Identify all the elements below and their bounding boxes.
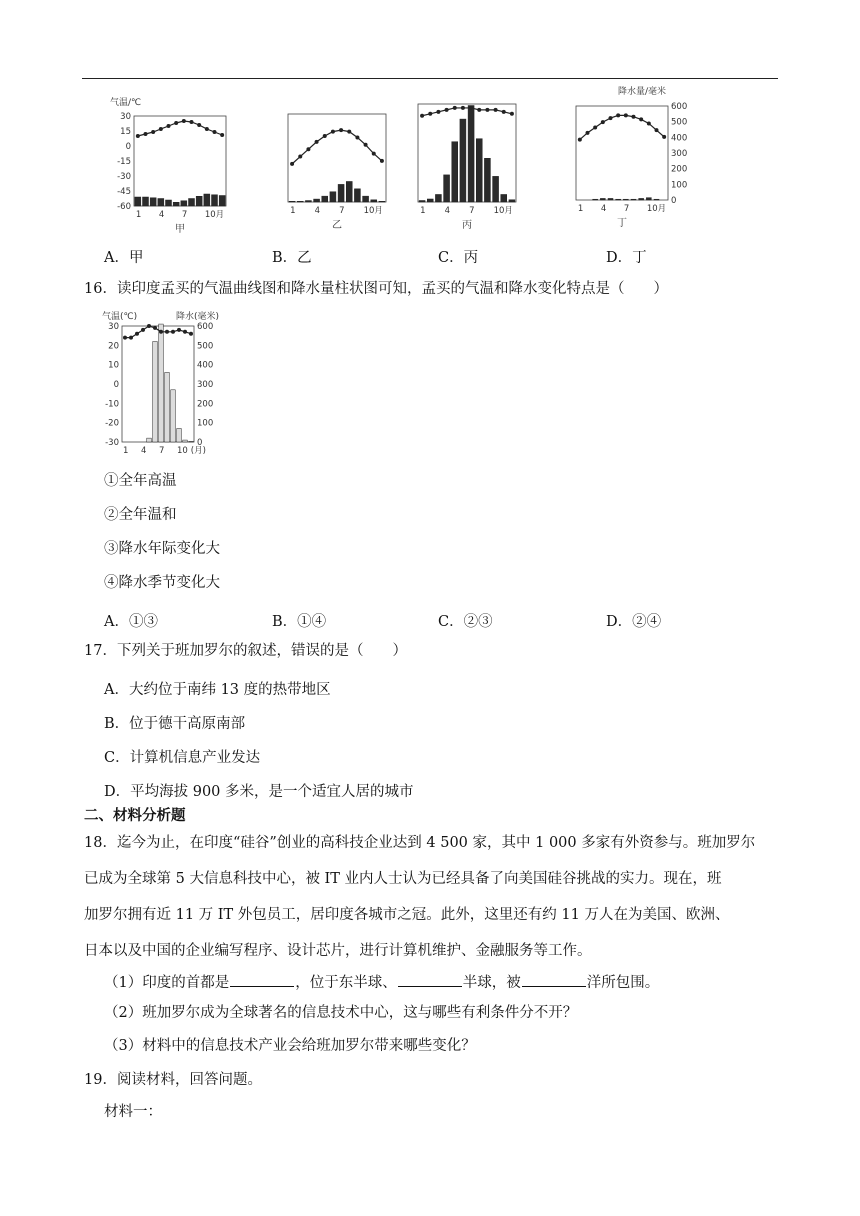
precip-bar — [305, 201, 311, 202]
q18-sub1-part3: 半球，被 — [462, 975, 521, 991]
q15-option-c[interactable]: C．丙 — [438, 250, 479, 266]
temp-tick-label: 0 — [125, 142, 131, 152]
precip-tick-label: 500 — [197, 341, 214, 352]
x-tick-label: 10月 — [363, 206, 383, 216]
temp-tick-label: -30 — [117, 172, 131, 182]
answer-blank-hemisphere[interactable] — [398, 974, 462, 987]
precip-bar — [204, 194, 210, 206]
x-tick-label: 7 — [181, 210, 188, 220]
chart-caption: 丙 — [462, 220, 472, 231]
x-tick-label: 4 — [444, 206, 451, 216]
temperature-point — [632, 115, 636, 119]
temperature-point — [189, 332, 193, 336]
precip-bar — [165, 372, 170, 442]
q18-line-1: 18．迄今为止，在印度“硅谷”创业的高科技企业达到 4 500 家，其中 1 000 多家有外资参与。班加罗尔 — [84, 835, 756, 851]
plot-frame — [576, 106, 668, 200]
x-tick-label: 4 — [141, 446, 147, 456]
temperature-point — [177, 328, 181, 332]
precip-bar — [183, 440, 188, 442]
temperature-point — [290, 162, 294, 166]
precip-bar — [330, 192, 336, 202]
chart-caption: 丁 — [617, 218, 627, 229]
climate-chart-jia — [100, 92, 240, 238]
precip-bar — [177, 428, 182, 442]
precip-bar — [147, 438, 152, 442]
temp-tick-label: 0 — [113, 380, 119, 390]
precip-bar — [419, 200, 425, 202]
precip-bar — [219, 196, 225, 207]
temp-tick-label: -60 — [117, 202, 131, 212]
temperature-point — [494, 108, 498, 112]
plot-frame — [134, 116, 226, 206]
temperature-point — [153, 326, 157, 330]
q16-option-c[interactable]: C．②③ — [438, 614, 493, 630]
temperature-point — [182, 119, 186, 123]
x-tick-label: 7 — [159, 446, 165, 456]
precip-bar — [460, 119, 466, 202]
temperature-curve — [125, 326, 191, 338]
temperature-point — [190, 120, 194, 124]
temperature-point — [147, 324, 151, 328]
plot-frame — [418, 104, 516, 202]
precip-bar — [363, 196, 369, 202]
temperature-curve — [422, 108, 512, 116]
precip-bar — [171, 390, 176, 442]
temperature-point — [141, 328, 145, 332]
precip-bar — [476, 139, 482, 202]
q19-material-1: 材料一： — [104, 1104, 162, 1120]
q17-option-a[interactable]: A．大约位于南纬 13 度的热带地区 — [104, 682, 331, 698]
temperature-point — [135, 332, 139, 336]
x-tick-label: 4 — [314, 206, 321, 216]
answer-blank-capital[interactable] — [230, 974, 294, 987]
precip-bar — [322, 196, 328, 202]
precip-bar — [289, 201, 295, 202]
x-tick-label: 7 — [339, 206, 345, 216]
chart-caption: 乙 — [332, 220, 342, 231]
x-tick-label: 1 — [135, 210, 142, 220]
temperature-point — [445, 108, 449, 112]
precip-bar — [608, 198, 613, 200]
precip-bar — [484, 158, 490, 202]
precip-bar — [143, 197, 149, 206]
temperature-curve — [292, 130, 382, 164]
q16-statement-4: ④降水季节变化大 — [104, 575, 220, 591]
temperature-point — [355, 135, 359, 139]
precip-bar — [150, 198, 156, 206]
q16-option-a[interactable]: A．①③ — [104, 614, 158, 630]
temp-tick-label: -30 — [105, 438, 119, 448]
plot-frame — [122, 326, 194, 442]
temperature-point — [601, 120, 605, 124]
temp-tick-label: 30 — [108, 322, 119, 332]
temperature-point — [165, 330, 169, 334]
q15-option-b[interactable]: B．乙 — [272, 250, 312, 266]
temp-tick-label: -10 — [105, 399, 119, 410]
temperature-point — [171, 330, 175, 334]
temperature-point — [159, 330, 163, 334]
x-tick-label: 7 — [623, 204, 630, 214]
temperature-point — [502, 110, 506, 114]
precip-bar — [346, 181, 352, 202]
temperature-point — [159, 127, 163, 131]
temperature-point — [453, 106, 457, 110]
temperature-point — [183, 330, 187, 334]
plot-frame — [288, 114, 386, 202]
temperature-point — [331, 130, 335, 134]
temp-tick-label: 10 — [108, 360, 119, 371]
temp-axis-label: 气温(℃) — [102, 312, 138, 322]
temperature-point — [339, 128, 343, 132]
x-tick-label: 10月 — [493, 206, 513, 216]
q18-line-3: 加罗尔拥有近 11 万 IT 外包员工，居印度各城市之冠。此外，这里还有约 11 万人在为美国、欧洲、 — [84, 907, 730, 923]
precip-axis-label: 降水(毫米) — [176, 312, 220, 322]
q15-option-d[interactable]: D．丁 — [606, 250, 647, 266]
climate-chart-ding — [572, 84, 700, 240]
precip-tick-label: 500 — [671, 117, 688, 128]
precip-bar — [452, 142, 458, 202]
precip-axis-label: 降水量/毫米 — [618, 87, 667, 97]
temperature-point — [213, 130, 217, 134]
precip-bar — [297, 201, 303, 202]
temperature-point — [220, 133, 224, 137]
q17-stem: 17．下列关于班加罗尔的叙述，错误的是（ ） — [84, 643, 407, 659]
climate-chart-bing — [412, 100, 522, 240]
q17-option-b[interactable]: B．位于德干高原南部 — [104, 716, 246, 732]
temp-tick-label: 30 — [120, 112, 131, 122]
x-tick-label: 10月 — [646, 204, 667, 214]
temperature-point — [616, 113, 620, 117]
temperature-point — [647, 121, 651, 125]
q16-option-d[interactable]: D．②④ — [606, 614, 662, 630]
temperature-point — [380, 159, 384, 163]
temperature-point — [586, 131, 590, 135]
x-tick-label: 4 — [158, 210, 165, 220]
precip-bar — [509, 200, 515, 202]
precip-bar — [173, 202, 179, 206]
answer-blank-ocean[interactable] — [522, 974, 586, 987]
temp-tick-label: 15 — [120, 127, 131, 137]
section-title: 二、材料分析题 — [84, 807, 186, 824]
q18-sub1-part4: 洋所包围。 — [586, 975, 660, 991]
precip-tick-label: 300 — [197, 380, 214, 390]
q16-statement-1: ①全年高温 — [104, 473, 177, 489]
temperature-curve — [138, 121, 222, 136]
q18-sub1-part2: ，位于东半球、 — [295, 975, 397, 991]
precip-bar — [212, 195, 218, 206]
precip-tick-label: 200 — [197, 399, 214, 410]
x-tick-label: 10月 — [204, 210, 225, 220]
temperature-point — [593, 125, 597, 129]
precip-bar — [379, 201, 385, 202]
temperature-point — [167, 124, 171, 128]
q16-statement-3: ③降水年际变化大 — [104, 541, 220, 557]
temperature-point — [174, 121, 178, 125]
precip-tick-label: 600 — [197, 322, 214, 332]
temperature-point — [485, 108, 489, 112]
header-rule — [82, 78, 778, 79]
precip-bar — [189, 441, 194, 442]
x-tick-label: 1 — [577, 204, 584, 214]
precip-bar — [181, 201, 187, 206]
precip-bar — [314, 199, 320, 202]
precip-bar — [159, 324, 164, 442]
temperature-point — [306, 147, 310, 151]
temp-tick-label: -20 — [105, 418, 119, 429]
q16-statement-2: ②全年温和 — [104, 507, 177, 523]
temperature-curve — [580, 115, 664, 139]
chart-caption: 甲 — [175, 224, 185, 235]
precip-bar — [616, 199, 621, 200]
temperature-point — [151, 130, 155, 134]
q16-option-b[interactable]: B．①④ — [272, 614, 327, 630]
precip-bar — [593, 199, 598, 200]
x-tick-label: 4 — [600, 204, 607, 214]
temperature-point — [609, 116, 613, 120]
q18-sub3: （3）材料中的信息技术产业会给班加罗尔带来哪些变化？ — [104, 1038, 476, 1054]
temperature-point — [662, 135, 666, 139]
temperature-point — [420, 114, 424, 118]
temp-axis-label: 气温/℃ — [110, 98, 142, 108]
precip-bar — [468, 106, 474, 202]
precip-bar — [189, 199, 195, 207]
precip-bar — [493, 176, 499, 202]
temperature-point — [298, 155, 302, 159]
temperature-point — [123, 336, 127, 340]
x-tick-label: 7 — [469, 206, 475, 216]
temperature-point — [469, 106, 473, 110]
temperature-point — [639, 117, 643, 121]
temperature-point — [323, 134, 327, 138]
q18-sub1 — [104, 974, 659, 991]
x-tick-label: 1 — [420, 206, 426, 216]
precip-bar — [646, 198, 651, 200]
precip-bar — [135, 197, 141, 206]
q18-line-4: 日本以及中国的企业编写程序、设计芯片，进行计算机维护、金融服务等工作。 — [84, 943, 592, 959]
temperature-point — [315, 140, 319, 144]
temperature-point — [655, 128, 659, 132]
temp-tick-label: -15 — [117, 157, 131, 167]
q18-line-2: 已成为全球第 5 大信息科技中心，被 IT 业内人士认为已经具备了向美国硅谷挑战的实力。现在，班 — [84, 871, 722, 887]
temperature-point — [347, 130, 351, 134]
temperature-point — [129, 336, 133, 340]
precip-bar — [623, 199, 628, 200]
mumbai-climate-chart — [98, 308, 238, 458]
x-tick-label: 1 — [123, 446, 129, 456]
precip-tick-label: 200 — [671, 164, 688, 175]
precip-bar — [639, 198, 644, 200]
temperature-point — [624, 113, 628, 117]
temperature-point — [205, 127, 209, 131]
precip-bar — [338, 184, 344, 202]
temperature-point — [197, 123, 201, 127]
precip-tick-label: 600 — [671, 102, 688, 112]
temp-tick-label: 20 — [108, 341, 119, 352]
precip-bar — [166, 200, 172, 206]
temperature-point — [364, 143, 368, 147]
x-tick-label: (月) — [190, 446, 206, 456]
precip-tick-label: 100 — [197, 418, 214, 429]
temperature-point — [428, 112, 432, 116]
precip-bar — [371, 200, 377, 202]
x-tick-label: 1 — [290, 206, 296, 216]
temperature-point — [436, 110, 440, 114]
q16-stem: 16．读印度孟买的气温曲线图和降水量柱状图可知，孟买的气温和降水变化特点是（ ） — [84, 281, 668, 297]
q18-sub2: （2）班加罗尔成为全球著名的信息技术中心，这与哪些有利条件分不开？ — [104, 1005, 578, 1021]
precip-bar — [501, 194, 507, 202]
temperature-point — [477, 108, 481, 112]
q19-stem: 19．阅读材料，回答问题。 — [84, 1072, 262, 1088]
q17-option-d[interactable]: D．平均海拔 900 多米，是一个适宜人居的城市 — [104, 784, 414, 800]
precip-tick-label: 300 — [671, 149, 688, 159]
precip-bar — [427, 199, 433, 202]
precip-bar — [654, 199, 659, 200]
precip-bar — [444, 175, 450, 202]
climate-chart-yi — [282, 100, 392, 240]
precip-tick-label: 400 — [197, 360, 214, 371]
precip-bar — [196, 196, 202, 206]
precip-bar — [354, 189, 360, 202]
x-tick-label: 10 — [177, 446, 188, 456]
precip-tick-label: 400 — [671, 133, 688, 144]
precip-bar — [158, 199, 164, 207]
temperature-point — [144, 132, 148, 136]
q17-option-c[interactable]: C．计算机信息产业发达 — [104, 750, 261, 766]
precip-bar — [153, 341, 158, 442]
precip-tick-label: 100 — [671, 180, 688, 191]
precip-tick-label: 0 — [197, 438, 203, 448]
q18-sub1-part1: （1）印度的首都是 — [104, 975, 230, 991]
q15-option-a[interactable]: A．甲 — [104, 250, 144, 266]
temp-tick-label: -45 — [117, 187, 131, 197]
precip-bar — [600, 198, 605, 200]
temperature-point — [578, 138, 582, 142]
temperature-point — [372, 152, 376, 156]
precip-bar — [631, 199, 636, 200]
precip-bar — [435, 194, 441, 202]
temperature-point — [510, 112, 514, 116]
temperature-point — [461, 106, 465, 110]
temperature-point — [136, 134, 140, 138]
precip-tick-label: 0 — [671, 196, 677, 206]
